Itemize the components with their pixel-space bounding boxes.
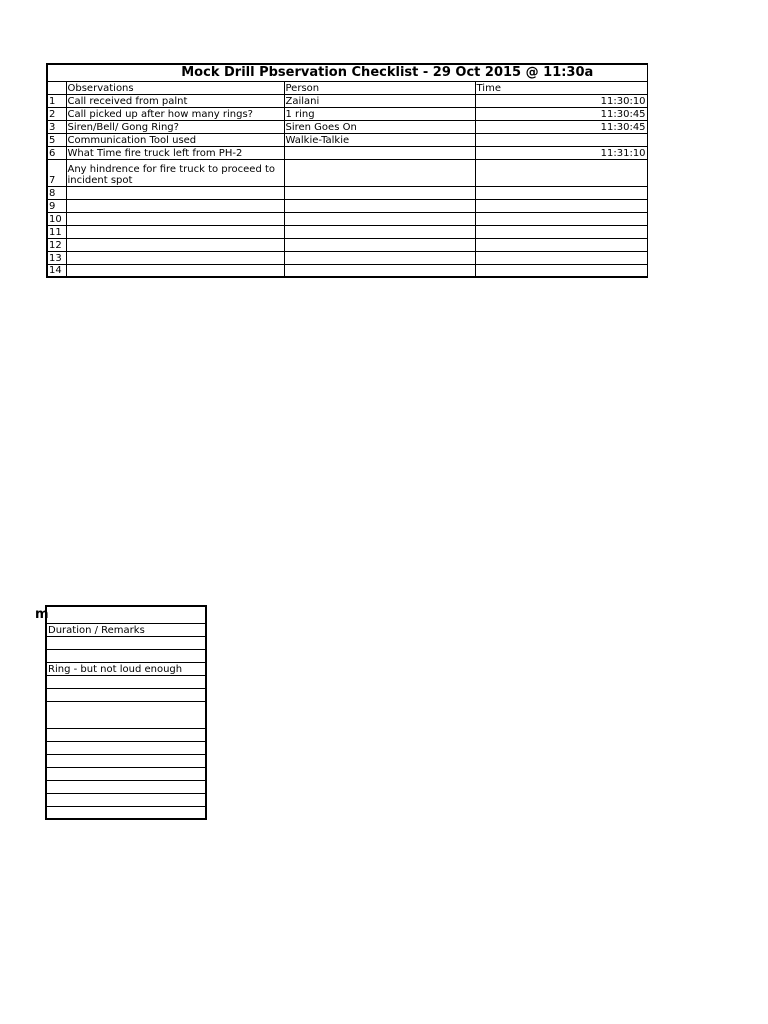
time-cell [475, 199, 647, 212]
offpage-spacer [0, 728, 46, 741]
table-row [0, 662, 206, 675]
offpage-spacer [0, 780, 46, 793]
observation-cell: Call picked up after how many rings? [66, 107, 284, 120]
remarks-cell [46, 806, 206, 819]
observation-cell: Communication Tool used [66, 133, 284, 146]
table-row [0, 780, 206, 793]
time-cell [475, 133, 647, 146]
row-number-cell: 1 [47, 94, 66, 107]
person-cell: Walkie-Talkie [284, 133, 475, 146]
checklist-sheet-part-2 [0, 605, 206, 831]
person-cell [284, 225, 475, 238]
table-row [0, 754, 206, 767]
row-number-cell: 3 [47, 120, 66, 133]
observation-cell: Siren/Bell/ Gong Ring? [66, 120, 284, 133]
row-number-cell: 7 [47, 159, 66, 186]
table-row [47, 133, 647, 146]
row-number-cell: 6 [47, 146, 66, 159]
person-cell [284, 186, 475, 199]
table-row [47, 251, 647, 264]
observation-cell: Any hindrence for fire truck to proceed to incident spot [66, 159, 284, 186]
row-number-cell: 5 [47, 133, 66, 146]
observation-cell: Call received from palnt [66, 94, 284, 107]
remarks-cell [46, 675, 206, 688]
observation-cell [66, 225, 284, 238]
time-cell [475, 251, 647, 264]
title-continuation-cell [35, 606, 206, 623]
time-cell [475, 225, 647, 238]
remarks-cell [46, 636, 206, 649]
offpage-spacer [0, 636, 46, 649]
time-cell: 11:30:10 [475, 94, 647, 107]
row-number-cell: 13 [47, 251, 66, 264]
table-row [0, 636, 206, 649]
checklist-table-part-1 [46, 63, 648, 278]
time-cell [475, 159, 647, 186]
offpage-spacer [0, 701, 46, 728]
row-number-cell: 8 [47, 186, 66, 199]
offpage-spacer [0, 649, 46, 662]
title-continuation-row [0, 606, 206, 623]
table-row [47, 94, 647, 107]
remarks-cell [46, 688, 206, 701]
table-row [0, 649, 206, 662]
header-row-continuation [0, 623, 206, 636]
table-row [47, 120, 647, 133]
checklist-sheet-part-1 [46, 63, 646, 288]
table-row [0, 728, 206, 741]
table-row [0, 701, 206, 728]
person-cell: 1 ring [284, 107, 475, 120]
observation-cell [66, 186, 284, 199]
table-row [47, 199, 647, 212]
table-row [47, 212, 647, 225]
remarks-cell [46, 649, 206, 662]
row-number-cell: 2 [47, 107, 66, 120]
sheet-title-cell [47, 64, 647, 81]
offpage-spacer [0, 793, 46, 806]
time-cell [475, 238, 647, 251]
remarks-cell [46, 741, 206, 754]
time-cell [475, 212, 647, 225]
person-cell [284, 159, 475, 186]
person-cell [284, 146, 475, 159]
row-number-cell: 11 [47, 225, 66, 238]
row-number-cell: 14 [47, 264, 66, 277]
person-cell: Zailani [284, 94, 475, 107]
header-time: Time [475, 81, 647, 94]
observation-cell [66, 212, 284, 225]
remarks-cell: Ring - but not loud enough [46, 662, 206, 675]
table-row [0, 675, 206, 688]
person-cell [284, 238, 475, 251]
observation-cell [66, 251, 284, 264]
row-number-cell: 10 [47, 212, 66, 225]
table-row [47, 264, 647, 277]
table-row [0, 688, 206, 701]
table-row [47, 225, 647, 238]
observation-cell [66, 238, 284, 251]
header-observations: Observations [66, 81, 284, 94]
time-cell: 11:30:45 [475, 107, 647, 120]
person-cell [284, 251, 475, 264]
remarks-cell [46, 793, 206, 806]
row-number-cell: 12 [47, 238, 66, 251]
person-cell [284, 199, 475, 212]
remarks-cell [46, 780, 206, 793]
table-row [47, 146, 647, 159]
checklist-table-part-2 [0, 605, 207, 820]
remarks-cell [46, 701, 206, 728]
observation-cell [66, 199, 284, 212]
offpage-spacer [0, 767, 46, 780]
offpage-spacer [0, 741, 46, 754]
time-cell: 11:30:45 [475, 120, 647, 133]
sheet-title-continuation: m [35, 607, 49, 623]
time-cell [475, 264, 647, 277]
offpage-spacer [0, 754, 46, 767]
person-cell: Siren Goes On [284, 120, 475, 133]
offpage-spacer [0, 662, 46, 675]
offpage-spacer [0, 675, 46, 688]
table-row [47, 238, 647, 251]
offpage-spacer [0, 623, 46, 636]
header-row [47, 81, 647, 94]
remarks-cell [46, 767, 206, 780]
header-person: Person [284, 81, 475, 94]
table-row [0, 741, 206, 754]
sheet-title: Mock Drill Pbservation Checklist - 29 Oct 2015 @ 11:30a [181, 65, 594, 81]
time-cell [475, 186, 647, 199]
table-row [47, 186, 647, 199]
person-cell [284, 264, 475, 277]
observation-cell [66, 264, 284, 277]
row-number-cell: 9 [47, 199, 66, 212]
header-no-cell [47, 81, 66, 94]
observation-cell: What Time fire truck left from PH-2 [66, 146, 284, 159]
remarks-cell [46, 728, 206, 741]
title-row [47, 64, 647, 81]
table-row [47, 107, 647, 120]
offpage-spacer [0, 806, 46, 819]
remarks-cell [46, 754, 206, 767]
table-row [47, 159, 647, 186]
table-row [0, 793, 206, 806]
time-cell: 11:31:10 [475, 146, 647, 159]
header-remarks: Duration / Remarks [46, 623, 206, 636]
table-row [0, 806, 206, 819]
offpage-spacer [0, 688, 46, 701]
person-cell [284, 212, 475, 225]
table-row [0, 767, 206, 780]
